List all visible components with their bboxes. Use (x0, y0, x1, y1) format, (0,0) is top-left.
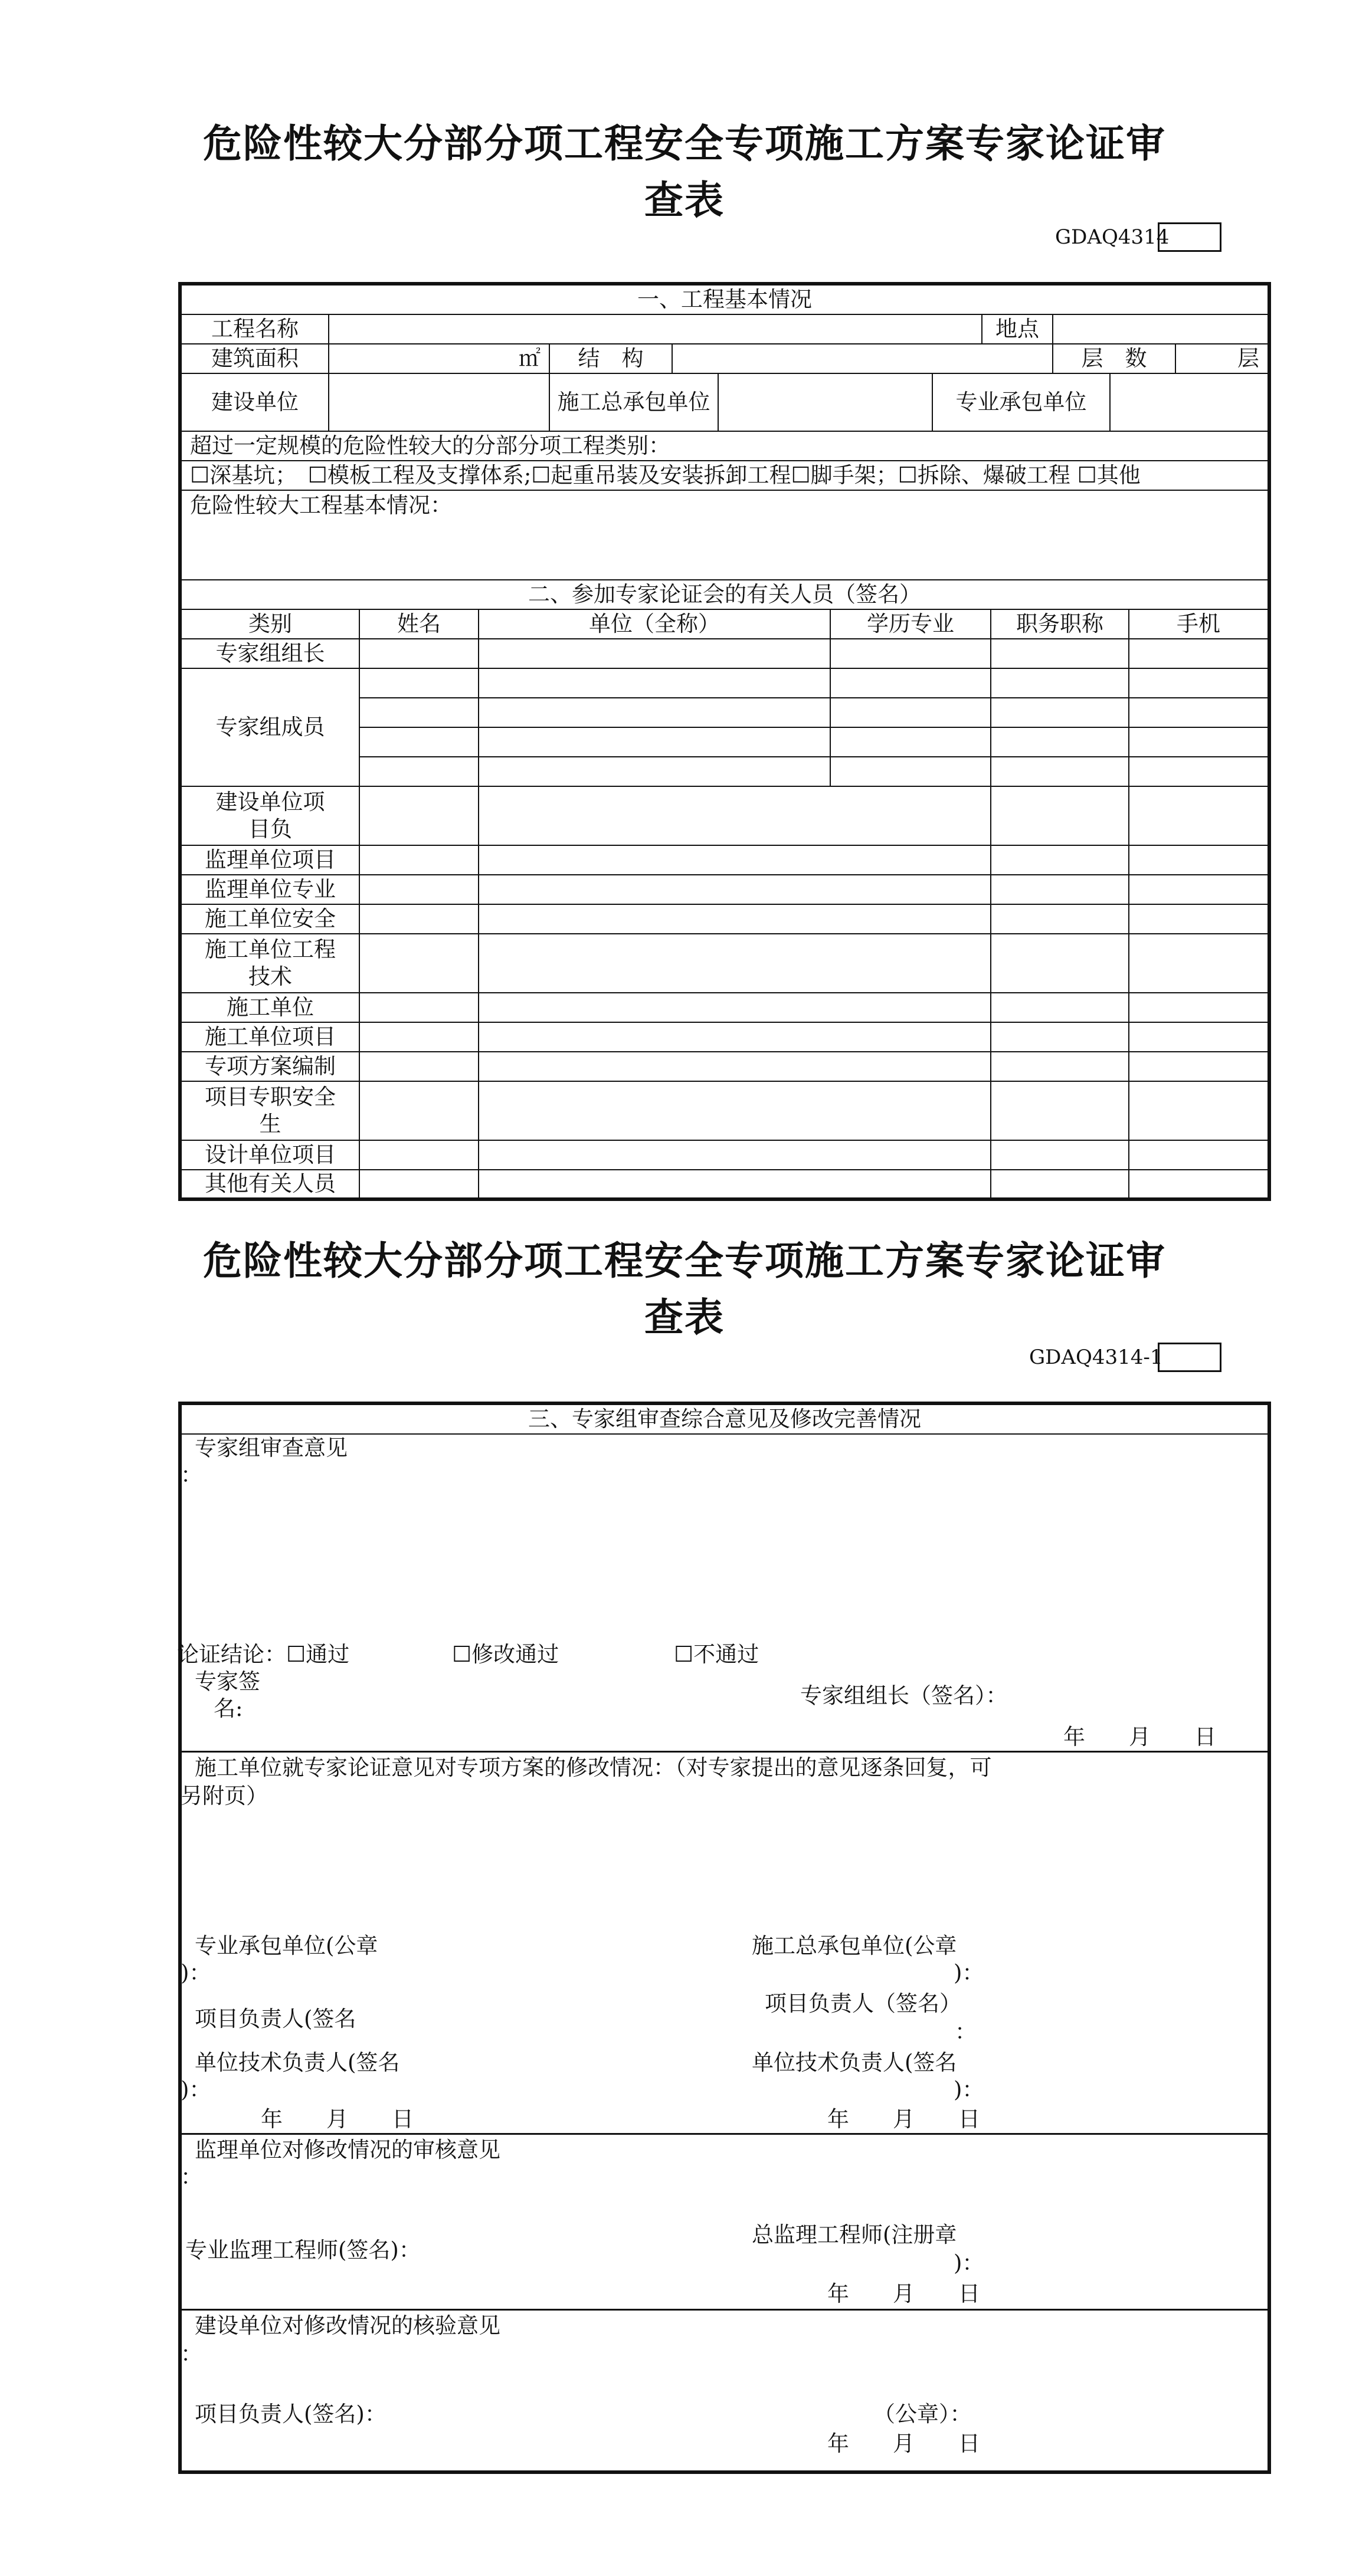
owner-leader: 项目负责人(签名)： (195, 2401, 387, 2427)
table-cell[interactable] (991, 1170, 1129, 1197)
table-cell[interactable] (360, 875, 479, 905)
table-cell[interactable] (479, 1082, 991, 1141)
project-name-field[interactable] (329, 315, 982, 344)
table-cell[interactable] (360, 787, 479, 846)
row-label-contractor-pm: 施工单位项目 (182, 1023, 360, 1052)
tech-leader-left-close: )： (181, 2077, 211, 2102)
row-label-supervisor-pm: 监理单位项目 (182, 846, 360, 875)
page2-title-line2: 查表 (644, 1295, 725, 1340)
table-cell[interactable] (360, 846, 479, 875)
area-unit: ㎡ (519, 346, 541, 371)
divider (178, 2309, 1271, 2311)
table-cell[interactable] (1129, 934, 1268, 993)
table-cell[interactable] (991, 993, 1129, 1023)
table-cell[interactable] (360, 757, 479, 787)
divider (178, 2133, 1271, 2135)
general-contractor-field[interactable] (719, 374, 933, 432)
table-cell[interactable] (1129, 1082, 1268, 1141)
conclusion-fail[interactable]: ☐不通过 (674, 1642, 759, 1667)
table-cell[interactable] (1129, 993, 1268, 1023)
revision-text-1: 施工单位就专家论证意见对专项方案的修改情况：（对专家提出的意见逐条回复，可 (195, 1755, 992, 1780)
table-cell[interactable] (1129, 639, 1268, 669)
row-label-plan-author: 专项方案编制 (182, 1052, 360, 1082)
table-cell[interactable] (1129, 1170, 1268, 1197)
specialty-contractor-field[interactable] (1111, 374, 1268, 432)
table-cell[interactable] (360, 1170, 479, 1197)
owner-label: 建设单位对修改情况的核验意见 (195, 2313, 500, 2338)
table-cell[interactable] (479, 993, 991, 1023)
col-category: 类别 (182, 610, 360, 639)
table-cell[interactable] (479, 728, 831, 757)
table-cell[interactable] (1129, 846, 1268, 875)
col-name: 姓名 (360, 610, 479, 639)
chief-engineer-close: )： (954, 2250, 984, 2276)
date-supervision: 年 月 日 (827, 2281, 980, 2306)
tech-leader-right: 单位技术负责人(签名 (752, 2050, 957, 2075)
table-cell[interactable] (479, 934, 991, 993)
label-floors: 层 数 (1053, 344, 1176, 374)
table-cell[interactable] (360, 728, 479, 757)
basic-info-label: 危险性较大工程基本情况： (182, 491, 1268, 580)
table-cell[interactable] (1129, 787, 1268, 846)
table-cell[interactable] (360, 698, 479, 728)
table-cell[interactable] (360, 669, 479, 698)
floor-unit: 层 (1237, 346, 1259, 371)
table-cell[interactable] (360, 1023, 479, 1052)
row-label-designer-pm: 设计单位项目 (182, 1141, 360, 1170)
row-label-safety-officer: 项目专职安全生 (182, 1082, 360, 1141)
table-cell[interactable] (991, 1141, 1129, 1170)
colon-3: ： (181, 2341, 202, 2367)
table-cell[interactable] (831, 757, 991, 787)
table-cell[interactable] (991, 787, 1129, 846)
col-title: 职务职称 (991, 610, 1129, 639)
table-cell[interactable] (1129, 875, 1268, 905)
row-label-contractor: 施工单位 (182, 993, 360, 1023)
page2-title-line1: 危险性较大分部分项工程安全专项施工方案专家论证审 (203, 1238, 1166, 1284)
table-cell[interactable] (1129, 905, 1268, 934)
floors-field[interactable] (1176, 344, 1268, 374)
supervision-engineer: 专业监理工程师(签名)： (185, 2237, 421, 2263)
table-cell[interactable] (360, 639, 479, 669)
form-code: GDAQ4314 (1055, 225, 1170, 249)
tech-leader-left: 单位技术负责人(签名 (195, 2050, 400, 2075)
col-unit: 单位（全称） (479, 610, 831, 639)
table-cell[interactable] (360, 1082, 479, 1141)
table-cell[interactable] (479, 1170, 991, 1197)
table-cell[interactable] (1129, 757, 1268, 787)
row-label-contractor-safety: 施工单位安全 (182, 905, 360, 934)
table-cell[interactable] (991, 934, 1129, 993)
table-cell[interactable] (991, 905, 1129, 934)
expert-sign-label: 专家签 (195, 1669, 260, 1694)
colon-1: ： (181, 1462, 202, 1488)
table-cell[interactable] (479, 1141, 991, 1170)
project-leader-left: 项目负责人(签名 (195, 2006, 356, 2032)
owner-seal: （公章）： (873, 2401, 972, 2427)
table-cell[interactable] (991, 757, 1129, 787)
table-cell[interactable] (360, 905, 479, 934)
structure-field[interactable] (673, 344, 1053, 374)
table-cell[interactable] (1129, 1052, 1268, 1082)
conclusion-modify[interactable]: ☐修改通过 (452, 1642, 559, 1667)
table-cell[interactable] (360, 993, 479, 1023)
table-cell[interactable] (991, 1082, 1129, 1141)
label-project-name: 工程名称 (182, 315, 329, 344)
expert-sign-label-2: 名: (214, 1696, 243, 1721)
table-cell[interactable] (1129, 669, 1268, 698)
table-cell[interactable] (479, 698, 831, 728)
conclusion-pass[interactable]: 论证结论：☐通过 (177, 1642, 350, 1667)
table-cell[interactable] (1129, 728, 1268, 757)
table-cell[interactable] (479, 639, 831, 669)
date-owner: 年 月 日 (827, 2431, 980, 2456)
section2-header: 二、参加专家论证会的有关人员（签名） (182, 580, 1268, 610)
table-cell[interactable] (991, 1023, 1129, 1052)
expert-opinion-label: 专家组审查意见 (195, 1435, 348, 1461)
general-seal-label: 施工总承包单位(公章 (752, 1933, 957, 1958)
category-options[interactable]: ☐深基坑； ☐模板工程及支撑体系;☐起重吊装及安装拆卸工程☐脚手架；☐拆除、爆破工程 ☐其他 (182, 461, 1268, 491)
row-label-members: 专家组成员 (182, 669, 360, 787)
location-field[interactable] (1053, 315, 1268, 344)
row-label-owner-pm: 建设单位项目负 (182, 787, 360, 846)
general-seal-close: )： (954, 1960, 984, 1986)
section1-header: 一、工程基本情况 (182, 286, 1268, 315)
page1-title-line1: 危险性较大分部分项工程安全专项施工方案专家论证审 (203, 121, 1166, 166)
table-cell[interactable] (991, 669, 1129, 698)
table-cell[interactable] (360, 1141, 479, 1170)
code-input-box[interactable] (1158, 222, 1221, 252)
date-specialty: 年 月 日 (261, 2106, 414, 2132)
table-cell[interactable] (479, 875, 991, 905)
table-cell[interactable] (1129, 1023, 1268, 1052)
table-cell[interactable] (991, 639, 1129, 669)
row-label-supervisor-specialty: 监理单位专业 (182, 875, 360, 905)
label-structure: 结 构 (550, 344, 673, 374)
category-label: 超过一定规模的危险性较大的分部分项工程类别： (182, 432, 1268, 461)
basic-info-table (178, 282, 1271, 1201)
leader-sign: 专家组组长（签名）： (800, 1683, 1008, 1708)
table-cell[interactable] (831, 698, 991, 728)
row-label-contractor-tech: 施工单位工程技术 (182, 934, 360, 993)
row-label-leader: 专家组组长 (182, 639, 360, 669)
date-general: 年 月 日 (827, 2106, 980, 2132)
table-cell[interactable] (479, 1023, 991, 1052)
table-cell[interactable] (479, 905, 991, 934)
table-cell[interactable] (831, 669, 991, 698)
col-phone: 手机 (1129, 610, 1268, 639)
table-cell[interactable] (991, 698, 1129, 728)
table-cell[interactable] (991, 875, 1129, 905)
page1-title-line2: 查表 (644, 178, 725, 223)
project-leader-right: 项目负责人（签名） (765, 1991, 961, 2016)
divider (178, 1751, 1271, 1753)
table-cell[interactable] (831, 728, 991, 757)
section3-header: 三、专家组审查综合意见及修改完善情况 (182, 1405, 1268, 1435)
label-general-contractor: 施工总承包单位 (550, 374, 719, 432)
label-specialty-contractor: 专业承包单位 (933, 374, 1111, 432)
specialty-seal-label: 专业承包单位(公章 (195, 1933, 378, 1958)
table-cell[interactable] (831, 639, 991, 669)
table-cell[interactable] (360, 934, 479, 993)
table-cell[interactable] (1129, 698, 1268, 728)
table-cell[interactable] (360, 1052, 479, 1082)
form-code-2: GDAQ4314-1 (1029, 1346, 1163, 1369)
table-cell[interactable] (991, 846, 1129, 875)
label-construction-unit: 建设单位 (182, 374, 329, 432)
col-education: 学历专业 (831, 610, 991, 639)
supervision-label: 监理单位对修改情况的审核意见 (195, 2137, 500, 2162)
building-area-field[interactable] (329, 344, 550, 374)
table-cell[interactable] (991, 728, 1129, 757)
row-label-others: 其他有关人员 (182, 1170, 360, 1197)
table-cell[interactable] (991, 1052, 1129, 1082)
revision-text-2: 另附页） (181, 1783, 268, 1809)
table-cell[interactable] (479, 787, 991, 846)
label-location: 地点 (982, 315, 1053, 344)
date-expert: 年 月 日 (1063, 1724, 1216, 1750)
code-input-box-2[interactable] (1158, 1343, 1221, 1372)
table-cell[interactable] (479, 757, 831, 787)
project-leader-right-colon: ： (955, 2019, 977, 2045)
tech-leader-right-close: )： (954, 2077, 984, 2102)
table-cell[interactable] (479, 846, 991, 875)
specialty-seal-close: )： (181, 1960, 211, 1986)
table-cell[interactable] (479, 1052, 991, 1082)
table-cell[interactable] (479, 669, 831, 698)
chief-engineer: 总监理工程师(注册章 (752, 2222, 957, 2247)
construction-unit-field[interactable] (329, 374, 550, 432)
label-building-area: 建筑面积 (182, 344, 329, 374)
table-cell[interactable] (1129, 1141, 1268, 1170)
colon-2: ： (181, 2164, 202, 2190)
